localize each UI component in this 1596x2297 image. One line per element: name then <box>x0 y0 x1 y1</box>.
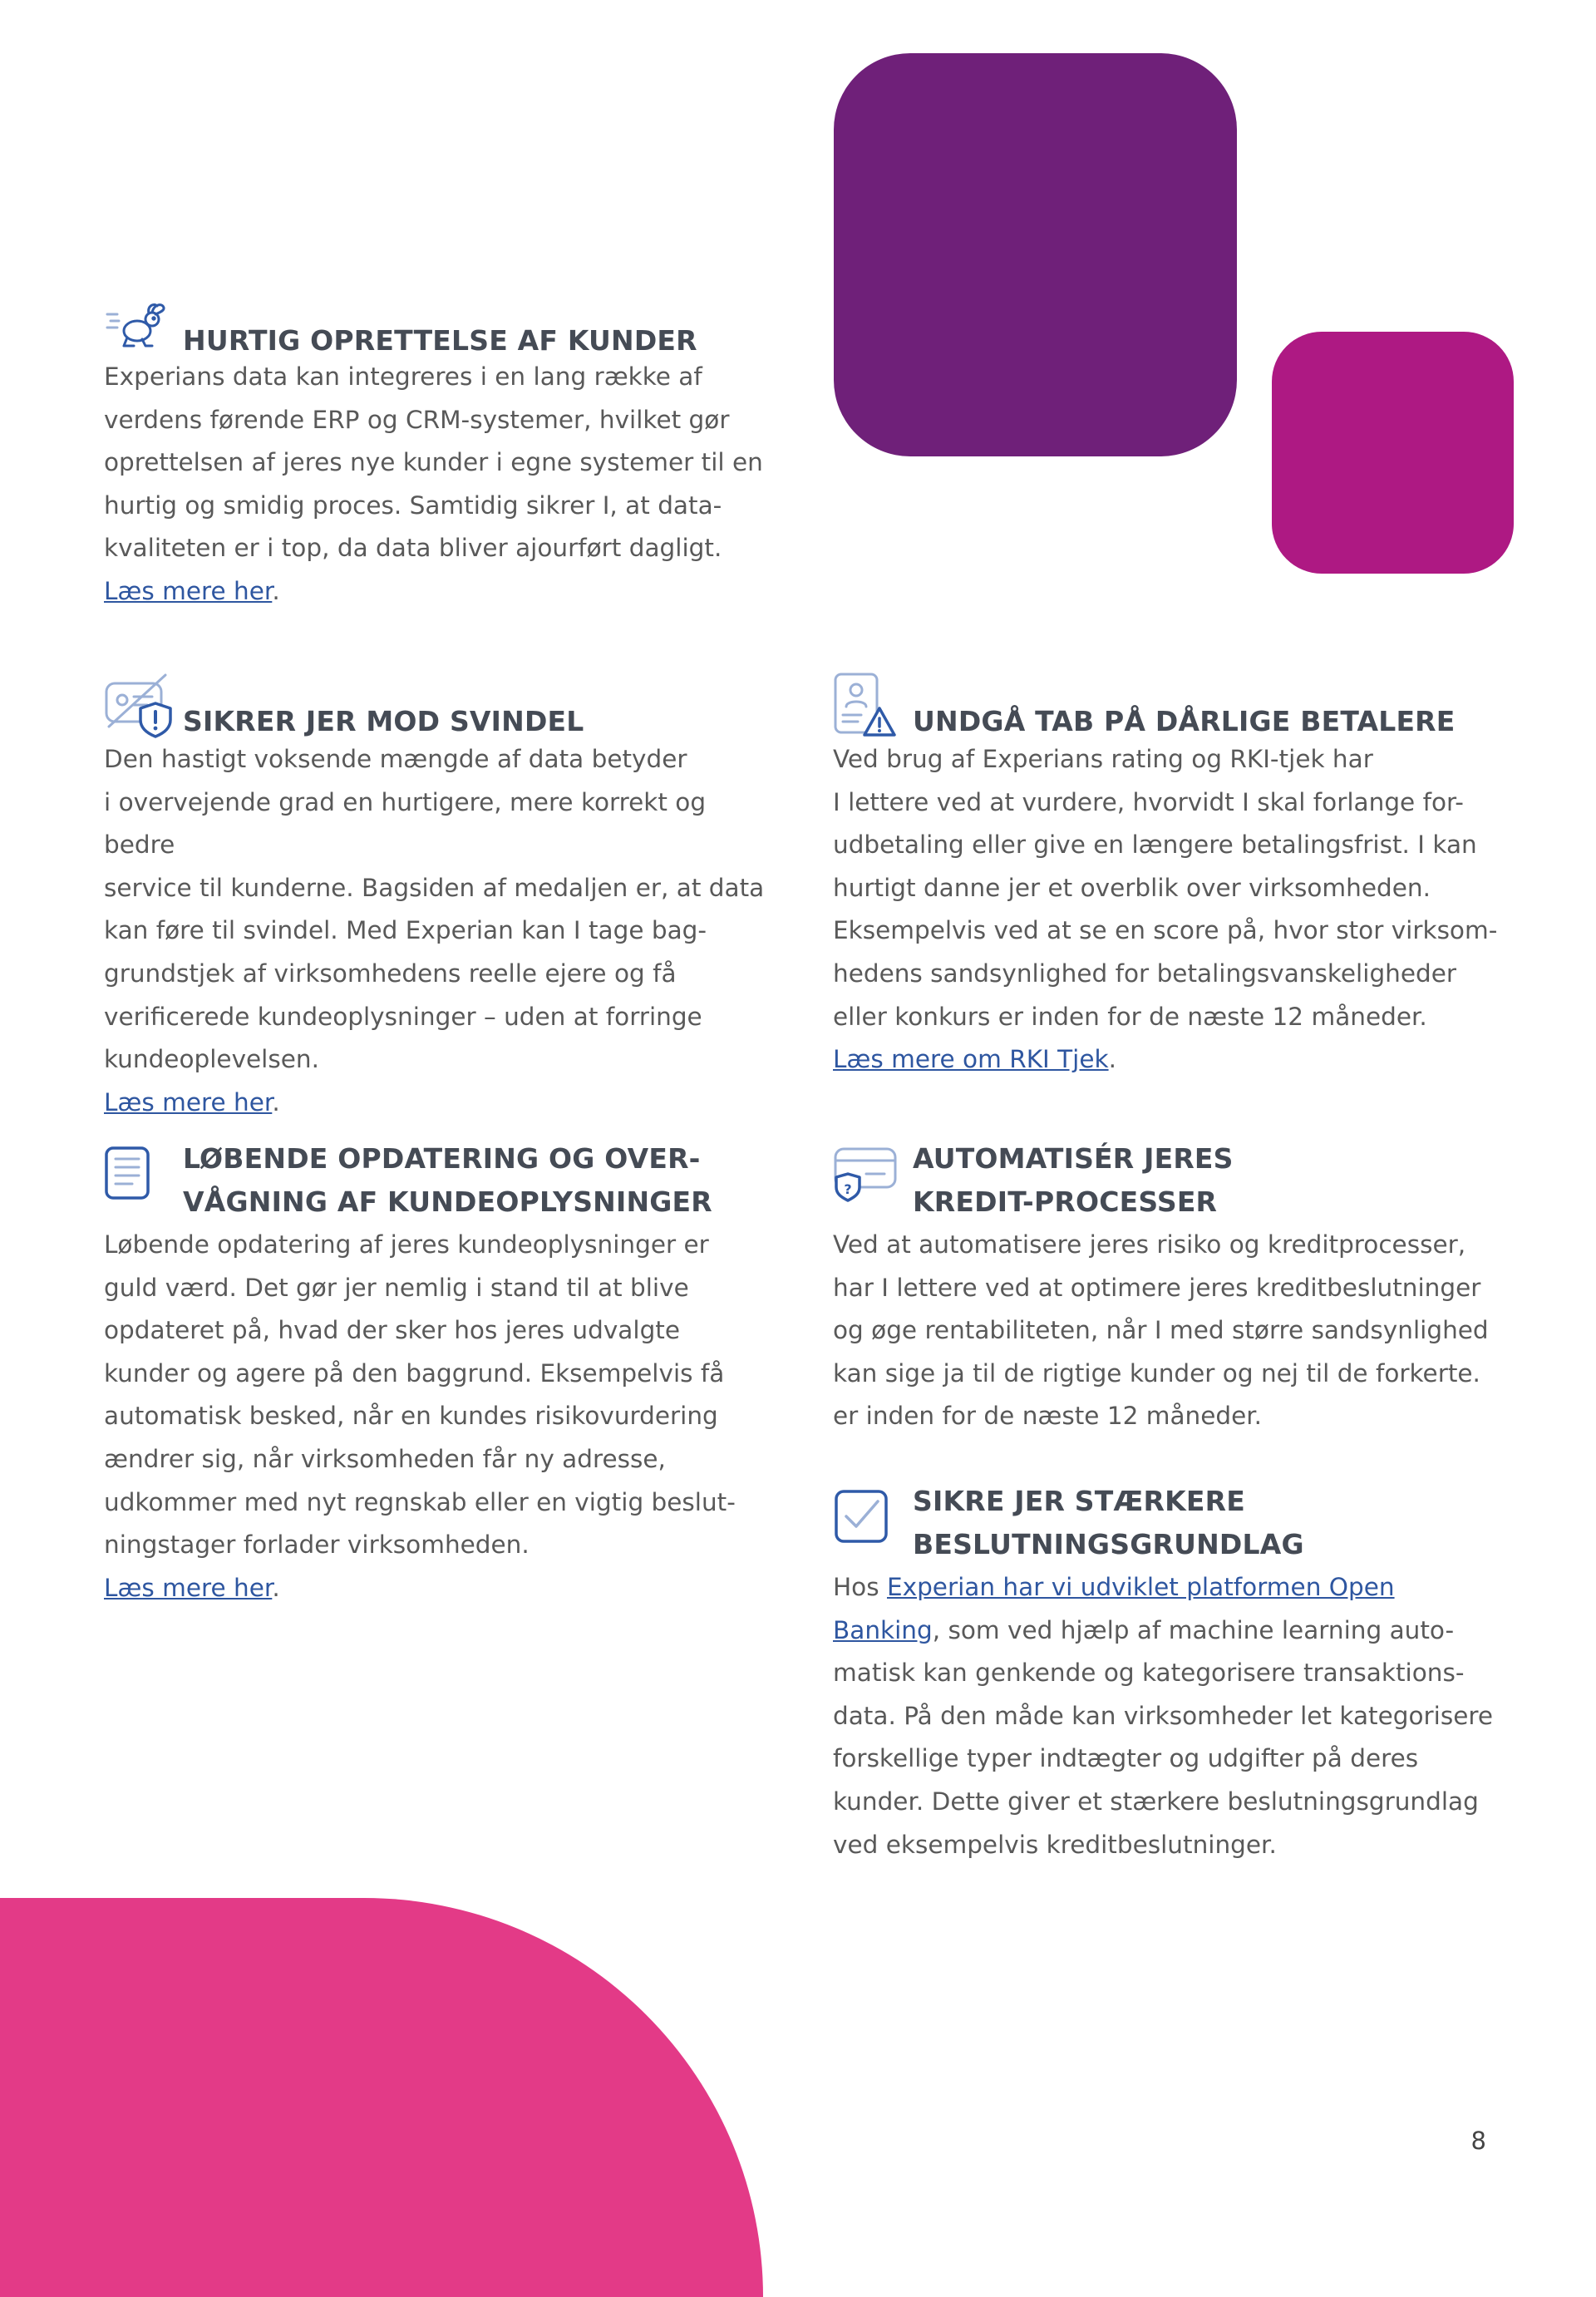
document-icon <box>104 1146 150 1200</box>
open-banking-link-continued[interactable]: Banking <box>833 1615 933 1644</box>
read-more-link[interactable]: Læs mere her <box>104 576 273 605</box>
read-more-link[interactable]: Læs mere her <box>104 1573 273 1602</box>
section-body: Løbende opdatering af jeres kundeoplysninger er guld værd. Det gør jer nemlig i stand til at blive opdateret på, hvad der sker hos jeres udvalgte kunder og agere på den baggrund. Eksempelvis få automatisk besked, når en kundes risikovurdering ændrer sig, når virksomheden får ny adresse, udkommer med nyt regnskab eller en vigtig beslut- ningstager forlader virksomheden. Læs mere her. <box>104 1230 736 1602</box>
section-undga-tab <box>833 672 1515 1082</box>
section-title: HURTIG OPRETTELSE AF KUNDER <box>183 324 697 357</box>
shield-card-icon <box>104 672 174 738</box>
read-more-link[interactable]: Læs mere her <box>104 1087 273 1116</box>
credit-card-question-icon <box>833 1144 899 1207</box>
magenta-rounded-square <box>1272 332 1514 574</box>
svg-text:?: ? <box>844 1181 852 1197</box>
section-body: Ved brug af Experians rating og RKI-tjek har I lettere ved at vurdere, hvorvidt I skal forlange for- udbetaling eller give en længere betalingsfrist. I kan hurtigt danne jer et overblik over virksomheden. Eksempelvis ved at se en score på, hvor stor virksom- hedens sandsynlighed for betalingsvanskeligheder eller konkurs er inden for de næste 12 måneder. Læs mere om RKI Tjek. <box>833 745 1498 1074</box>
section-body: Experians data kan integreres i en lang række af verdens førende ERP og CRM-systemer, hvilket gør oprettelsen af jeres nye kunder i egne systemer til en hurtig og smidig proces. Samtidig sikrer I, at data- kvaliteten er i top, da data bliver ajourført dagligt. Læs mere her. <box>104 362 763 605</box>
section-title: UNDGÅ TAB PÅ DÅRLIGE BETALERE <box>913 705 1456 737</box>
section-title: LØBENDE OPDATERING OG OVER- VÅGNING AF KUNDEOPLYSNINGER <box>183 1142 712 1218</box>
section-hurtig-oprettelse <box>104 303 769 614</box>
section-title: AUTOMATISÉR JERES KREDIT-PROCESSER <box>913 1142 1234 1218</box>
open-banking-link[interactable]: Experian har vi udviklet platformen Open <box>886 1573 1395 1601</box>
pink-quarter-shape <box>0 1898 763 2297</box>
section-automatiser-kredit <box>833 1137 1515 1438</box>
section-title: SIKRE JER STÆRKERE BESLUTNINGSGRUNDLAG <box>913 1485 1304 1560</box>
section-svindel <box>104 672 769 1124</box>
read-more-rki-link[interactable]: Læs mere om RKI Tjek <box>833 1045 1109 1074</box>
section-body: Hos Experian har vi udviklet platformen Open Banking, som ved hjælp af machine learning auto- matisk kan genkende og kategorisere transaktions- data. På den måde kan virksomheder let kategorisere forskellige typer indtægter og udgifter på deres kunder. Dette giver et stærkere beslutningsgrundlag ved eksempelvis kreditbeslutninger. <box>833 1573 1493 1859</box>
section-lobende-opdatering <box>104 1137 769 1609</box>
section-body: Ved at automatisere jeres risiko og kreditprocesser, har I lettere ved at optimere jeres kreditbeslutninger og øge rentabiliteten, når I med større sandsynlighed kan sige ja til de rigtige kunder og nej til de forkerte. er inden for de næste 12 måneder. <box>833 1230 1489 1431</box>
warning-document-icon <box>833 672 896 738</box>
checkbox-icon <box>833 1488 891 1546</box>
purple-rounded-square <box>834 53 1237 456</box>
rabbit-icon <box>106 303 169 356</box>
page-number: 8 <box>1470 2127 1486 2155</box>
section-title: SIKRER JER MOD SVINDEL <box>183 705 584 737</box>
section-beslutningsgrundlag <box>833 1480 1515 1866</box>
section-body: Den hastigt voksende mængde af data betyder i overvejende grad en hurtigere, mere korrekt og bedre service til kunderne. Bagsiden af medaljen er, at data kan føre til svindel. Med Experian kan I tage bag- grundstjek af virksomhedens reelle ejere og få verificerede kundeoplysninger – uden at forringe kundeoplevelsen. Læs mere her. <box>104 745 765 1116</box>
